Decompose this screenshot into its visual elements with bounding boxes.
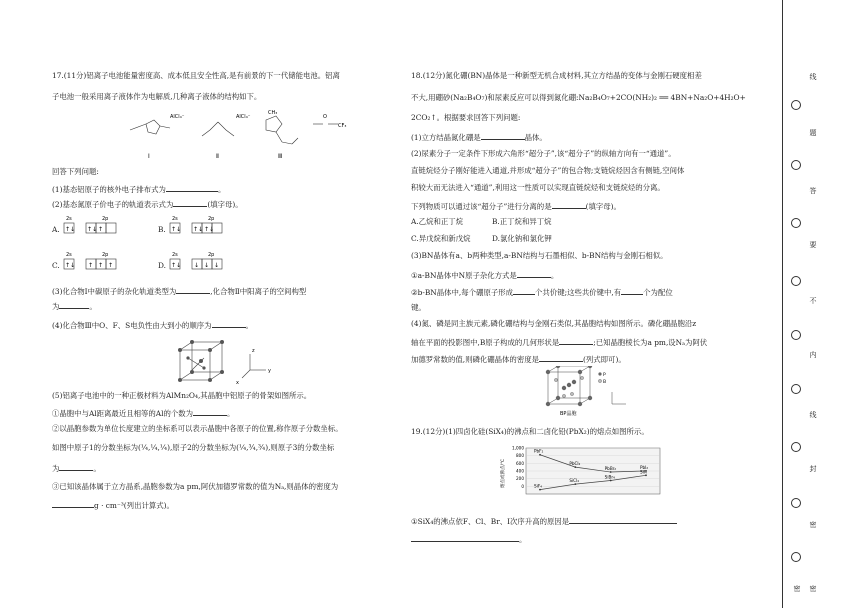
struct-label-3: Ⅲ bbox=[278, 153, 283, 160]
margin-label: 题 bbox=[809, 129, 817, 137]
binding-hole bbox=[791, 100, 801, 110]
question-17: 17.(11分)铝离子电池能量密度高、成本低且安全性高,是有前景的下一代储能电池。铝离 子电池一般采用离子液体作为电解质,几种离子液体的结构如下。 AlCl₄⁻ AlCl₄⁻ CH₃ O CF₃ Ⅰ Ⅱ Ⅲ 回答下列问题: (1)基态铝原子的核外电子排布式为 。 (2)基态氮原子价电子的轨道表示式为 (填字母)。 A. 2s 2p ↑↓ ↑↓ ↑ B. 2s 2p ↑↓ ↑↓ ↑↓ C. 2s 2p ↑↓ ↑ ↑ ↑ D. 2s 2p ↑↓ ↓ ↓ ↓ (3)化合物Ⅰ中碳原子的杂化轨道类型为 ,化合物Ⅱ中阳离子的空间构型 为 。 (4)化合物Ⅲ中O、F、S电负性由大到小的顺序为 。 z y x (5)铝离子电池中的一种正极材料为AlMn₂O₄,其晶胞中铝原子的骨架如图所示。 ①晶胞中与Al距离最近且相等的Al的个数为 。 ②以晶胞参数为单位长度建立的坐标系可以表示晶胞中各原子的位置,称作原子分数坐标。 如图中原子1的分数坐标为(¼,¼,¼),原子2的分数坐标为(¼,¾,¾),则原子3的分数坐标 为 。 ③已知该晶体属于立方晶系,晶胞参数为a pm,阿伏加德罗常数的值为Nₐ,则晶体的密度为 g · cm⁻³(列出计算式)。 bbox=[52, 71, 347, 510]
margin-label: 线 bbox=[809, 411, 817, 419]
data-label: SiI₄ bbox=[640, 469, 647, 475]
al-skeleton-cell bbox=[170, 340, 280, 386]
q19-p1-cont: 。 bbox=[411, 534, 526, 544]
axis-x: x bbox=[236, 380, 239, 386]
q17-p5-3a: ③已知该晶体属于立方晶系,晶胞参数为a pm,阿伏加德罗常数的值为Nₐ,则晶体的密度为 bbox=[52, 482, 339, 491]
y-tick-label: 0 bbox=[521, 483, 524, 489]
axis-y: y bbox=[268, 368, 271, 374]
melting-boiling-chart bbox=[500, 444, 670, 504]
ionic-liquid-structures bbox=[118, 110, 348, 162]
svg-text:↓: ↓ bbox=[204, 262, 210, 269]
y-tick-label: 600 bbox=[516, 460, 524, 466]
q18-p4b: 轴在平面的投影图中,B原子构成的几何形状是 ;已知晶胞棱长为a pm,设Nₐ为阿伏 bbox=[411, 338, 708, 347]
margin-label: 封 bbox=[809, 465, 817, 473]
data-point bbox=[574, 483, 576, 485]
chart-ylabel: 熔点或沸点/℃ bbox=[501, 458, 506, 488]
q18-line3: 2CO₂↑。根据要求回答下列问题: bbox=[411, 113, 521, 122]
margin-label: 答 bbox=[809, 187, 817, 195]
binding-hole bbox=[791, 552, 801, 562]
svg-text:↑↓: ↑↓ bbox=[204, 226, 215, 233]
margin-label: 不 bbox=[809, 297, 817, 305]
svg-text:↑↓: ↑↓ bbox=[65, 226, 76, 233]
q18-p3-1: ①a-BN晶体中N原子杂化方式是 。 bbox=[411, 271, 559, 280]
data-point bbox=[539, 489, 541, 491]
q17-p1: (1)基态铝原子的核外电子排布式为 。 bbox=[52, 185, 226, 194]
data-label: SiF₄ bbox=[534, 483, 542, 489]
q18-p2b: 直链烷烃分子刚好能进入通道,并形成“超分子”的包合物;支链烷烃因含有侧链,空间体 bbox=[411, 166, 685, 175]
binding-hole bbox=[791, 330, 801, 340]
svg-text:2s: 2s bbox=[66, 216, 72, 222]
svg-text:↑: ↑ bbox=[108, 262, 114, 269]
y-tick-label: 200 bbox=[516, 476, 524, 482]
svg-text:↓: ↓ bbox=[194, 262, 200, 269]
q17-intro: 回答下列问题: bbox=[52, 167, 99, 176]
margin-label: 内 bbox=[809, 351, 817, 359]
q17-p4: (4)化合物Ⅲ中O、F、S电负性由大到小的顺序为 。 bbox=[52, 321, 253, 330]
q18-p4a: (4)氮、磷是同主族元素,磷化硼结构与金刚石类似,其晶胞结构如图所示。磷化硼晶胞沿z bbox=[411, 319, 697, 328]
data-point bbox=[610, 471, 612, 473]
data-label: PbCl₂ bbox=[569, 461, 581, 467]
binding-line bbox=[782, 0, 783, 608]
q18-p3: (3)BN晶体有a、b两种类型,a-BN结构与石墨相似、b-BN结构与金刚石相似。 bbox=[411, 251, 668, 260]
margin-label: 密 bbox=[809, 585, 817, 593]
svg-text:↑↓: ↑↓ bbox=[65, 262, 76, 269]
struct-anion-1: AlCl₄⁻ bbox=[170, 114, 185, 120]
q18-p2a: (2)尿素分子一定条件下形成六角形“超分子”,该“超分子”的纵轴方向有一“通道”。 bbox=[411, 149, 676, 158]
binding-hole bbox=[791, 442, 801, 452]
struct-label-2: Ⅱ bbox=[216, 153, 219, 160]
q17-header: 17.(11分)铝离子电池能量密度高、成本低且安全性高,是有前景的下一代储能电池。铝离 bbox=[52, 71, 340, 80]
svg-text:↑↓: ↑↓ bbox=[171, 226, 182, 233]
binding-hole bbox=[791, 160, 801, 170]
legend-b: B bbox=[603, 380, 607, 385]
svg-text:↑: ↑ bbox=[88, 262, 94, 269]
axis-z: z bbox=[252, 348, 255, 354]
data-label: PbF₂ bbox=[534, 448, 544, 454]
struct-anion-2: AlCl₄⁻ bbox=[236, 114, 251, 120]
binding-hole bbox=[791, 218, 801, 228]
q18-p4c: 加德罗常数的值,则磷化硼晶体的密度是 (列式即可)。 bbox=[411, 355, 626, 364]
margin-label: 线 bbox=[809, 73, 817, 81]
struct-cf3: CF₃ bbox=[338, 123, 347, 129]
svg-text:2s: 2s bbox=[172, 216, 178, 222]
q17-p5-3b: g · cm⁻³(列出计算式)。 bbox=[52, 500, 174, 510]
q18-option-d: D.氯化钠和氯化钾 bbox=[492, 234, 552, 243]
q18-line2: 不大,用硼砂(Na₂B₄O₇)和尿素反应可以得到氮化硼:Na₂B₄O₇+2CO(NH₂)₂ ══ 4BN+Na₂O+4H₂O+ bbox=[411, 93, 746, 102]
margin-label: 密 bbox=[793, 585, 801, 593]
svg-text:↑↓: ↑↓ bbox=[87, 226, 98, 233]
struct-ch3: CH₃ bbox=[268, 110, 278, 116]
q17-p3-cont: 为 。 bbox=[52, 302, 97, 311]
q18-p3-2: ②b-BN晶体中,每个硼原子形成 个共价键;这些共价键中,有 个为配位 bbox=[411, 288, 673, 297]
binding-hole bbox=[791, 498, 801, 508]
margin-label: 密 bbox=[809, 521, 817, 529]
svg-text:↓: ↓ bbox=[214, 262, 220, 269]
q19-p1: ①SiX₄的沸点依F、Cl、Br、I次序升高的原因是 bbox=[411, 516, 677, 526]
q17-p5-2b: 如图中原子1的分数坐标为(¼,¼,¼),原子2的分数坐标为(¼,¾,¾),则原子3的分数坐标 bbox=[52, 443, 335, 452]
data-point bbox=[645, 474, 647, 476]
svg-text:2p: 2p bbox=[102, 216, 109, 222]
q18-option-c: C.异戊烷和新戊烷 bbox=[411, 234, 471, 243]
svg-text:↑: ↑ bbox=[98, 226, 104, 233]
q18-p2d: 下列物质可以通过该“超分子”进行分离的是 (填字母)。 bbox=[411, 202, 621, 211]
data-point bbox=[610, 480, 612, 482]
svg-text:↑: ↑ bbox=[98, 262, 104, 269]
q18-p1: (1)立方结晶氮化硼是 晶体。 bbox=[411, 133, 547, 142]
struct-o: O bbox=[323, 114, 327, 120]
svg-text:2p: 2p bbox=[102, 252, 109, 258]
q18-option-b: B.正丁烷和异丁烷 bbox=[492, 217, 552, 226]
y-tick-label: 800 bbox=[516, 453, 524, 459]
q17-p5-1: ①晶胞中与Al距离最近且相等的Al的个数为 。 bbox=[52, 409, 235, 418]
svg-text:2p: 2p bbox=[208, 252, 215, 258]
data-label: PbI₂ bbox=[640, 464, 649, 470]
q17-line2: 子电池一般采用离子液体作为电解质,几种离子液体的结构如下。 bbox=[52, 92, 262, 101]
q19-header: 19.(12分)(1)四卤化硅(SiX₄)的沸点和二卤化铅(PbX₂)的熔点如图所示。 bbox=[411, 427, 649, 436]
q17-p2: (2)基态氮原子价电子的轨道表示式为 (填字母)。 bbox=[52, 200, 243, 209]
svg-text:↑↓: ↑↓ bbox=[171, 262, 182, 269]
bp-caption: BP晶胞 bbox=[560, 411, 577, 417]
margin-label: 要 bbox=[809, 241, 817, 249]
data-label: PbBr₂ bbox=[604, 466, 617, 472]
y-tick-label: 400 bbox=[516, 468, 524, 474]
q17-p3: (3)化合物Ⅰ中碳原子的杂化轨道类型为 ,化合物Ⅱ中阳离子的空间构型 bbox=[52, 287, 307, 296]
data-label: SiBr₄ bbox=[604, 474, 615, 480]
data-point bbox=[539, 454, 541, 456]
q18-header: 18.(12分)氮化硼(BN)晶体是一种新型无机合成材料,其立方结晶的变体与金刚石硬度相差 bbox=[411, 71, 702, 80]
binding-hole bbox=[791, 384, 801, 394]
bp-cell-figure bbox=[540, 366, 635, 418]
y-tick-label: 1,000 bbox=[512, 445, 524, 451]
q17-p5-2c: 为 。 bbox=[52, 464, 101, 473]
struct-label-1: Ⅰ bbox=[148, 153, 150, 160]
q18-p2c: 积较大而无法进入“通道”,利用这一性质可以实现直链烷烃和支链烷烃的分离。 bbox=[411, 183, 665, 192]
svg-text:↑↓: ↑↓ bbox=[193, 226, 204, 233]
data-point bbox=[574, 466, 576, 468]
q18-option-a: A.乙烷和正丁烷 bbox=[411, 217, 464, 226]
data-label: SiCl₄ bbox=[569, 478, 579, 484]
svg-text:2s: 2s bbox=[66, 252, 72, 258]
q17-p5: (5)铝离子电池中的一种正极材料为AlMn₂O₄,其晶胞中铝原子的骨架如图所示。 bbox=[52, 391, 312, 400]
legend-p: P bbox=[603, 373, 606, 378]
question-18 bbox=[400, 0, 780, 608]
binding-hole bbox=[791, 276, 801, 286]
q18-p3-2d: 键。 bbox=[411, 303, 426, 312]
q17-p5-2a: ②以晶胞参数为单位长度建立的坐标系可以表示晶胞中各原子的位置,称作原子分数坐标。 bbox=[52, 424, 343, 433]
svg-text:2s: 2s bbox=[172, 252, 178, 258]
svg-text:2p: 2p bbox=[208, 216, 215, 222]
